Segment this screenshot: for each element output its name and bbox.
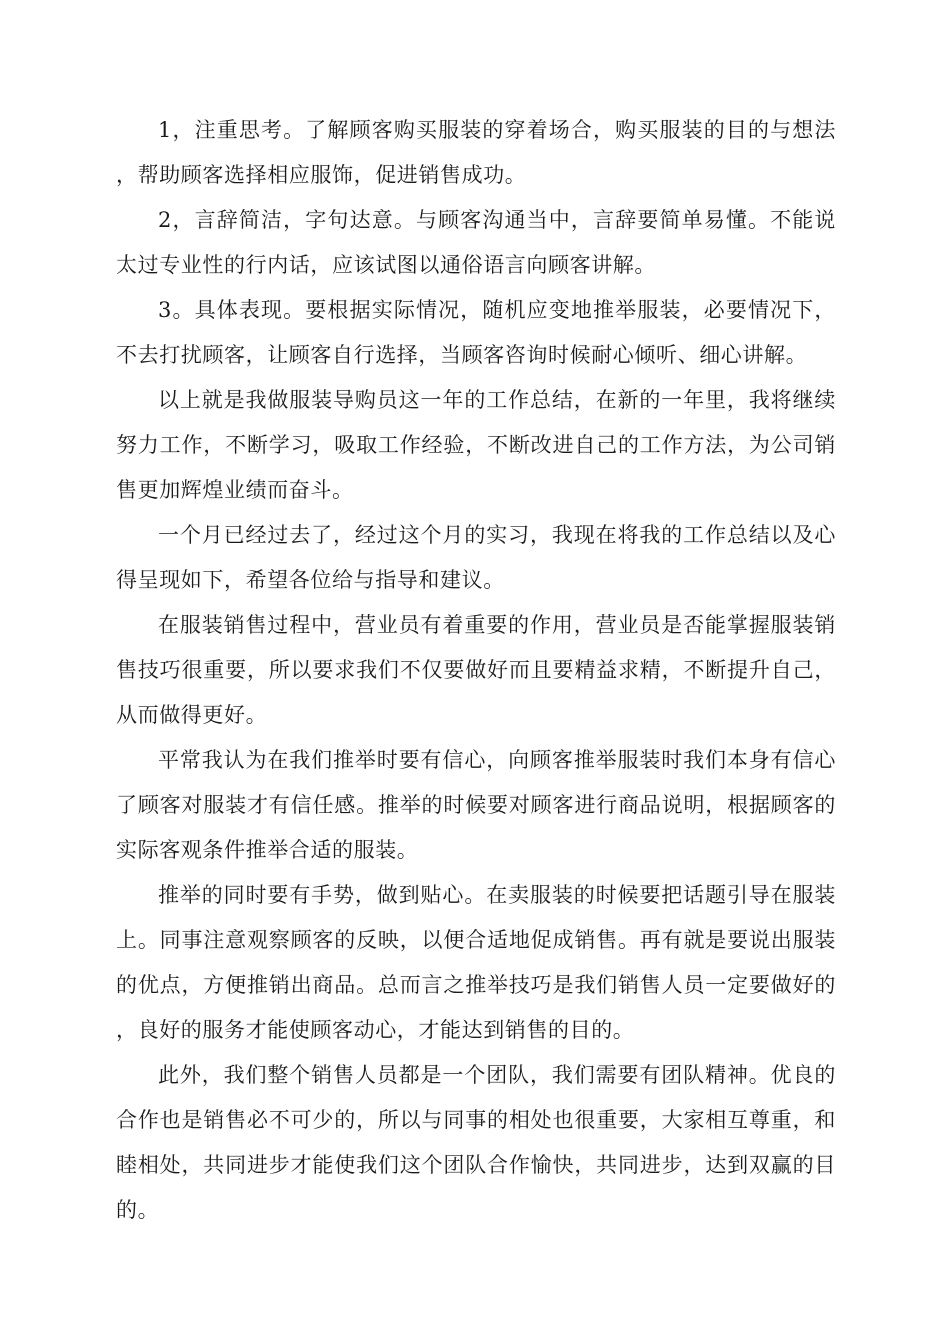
- paragraph-4: 以上就是我做服装导购员这一年的工作总结，在新的一年里，我将继续努力工作，不断学习，吸取工作经验，不断改进自己的工作方法，为公司销售更加辉煌业绩而奋斗。: [116, 388, 836, 502]
- paragraph-2: 2，言辞简洁，字句达意。与顾客沟通当中，言辞要简单易懂。不能说太过专业性的行内话，应该试图以通俗语言向顾客讲解。: [116, 208, 836, 277]
- paragraph-5: 一个月已经过去了，经过这个月的实习，我现在将我的工作总结以及心得呈现如下，希望各位给与指导和建议。: [116, 523, 836, 592]
- paragraph-3: 3。具体表现。要根据实际情况，随机应变地推举服装，必要情况下，不去打扰顾客，让顾客自行选择，当顾客咨询时候耐心倾听、细心讲解。: [116, 298, 836, 367]
- paragraph-9: 此外，我们整个销售人员都是一个团队，我们需要有团队精神。优良的合作也是销售必不可少的，所以与同事的相处也很重要，大家相互尊重，和睦相处，共同进步才能使我们这个团队合作愉快，共同进步，达到双赢的目的。: [116, 1063, 836, 1222]
- document-body: [116, 108, 836, 1233]
- paragraph-6: 在服装销售过程中，营业员有着重要的作用，营业员是否能掌握服装销售技巧很重要，所以要求我们不仅要做好而且要精益求精，不断提升自己，从而做得更好。: [116, 613, 836, 727]
- paragraph-1: 1，注重思考。了解顾客购买服装的穿着场合，购买服装的目的与想法，帮助顾客选择相应服饰，促进销售成功。: [116, 118, 836, 187]
- paragraph-7: 平常我认为在我们推举时要有信心，向顾客推举服装时我们本身有信心了顾客对服装才有信任感。推举的时候要对顾客进行商品说明，根据顾客的实际客观条件推举合适的服装。: [116, 748, 836, 862]
- paragraph-8: 推举的同时要有手势，做到贴心。在卖服装的时候要把话题引导在服装上。同事注意观察顾客的反映，以便合适地促成销售。再有就是要说出服装的优点，方便推销出商品。总而言之推举技巧是我们销售人员一定要做好的，良好的服务才能使顾客动心，才能达到销售的目的。: [116, 883, 836, 1042]
